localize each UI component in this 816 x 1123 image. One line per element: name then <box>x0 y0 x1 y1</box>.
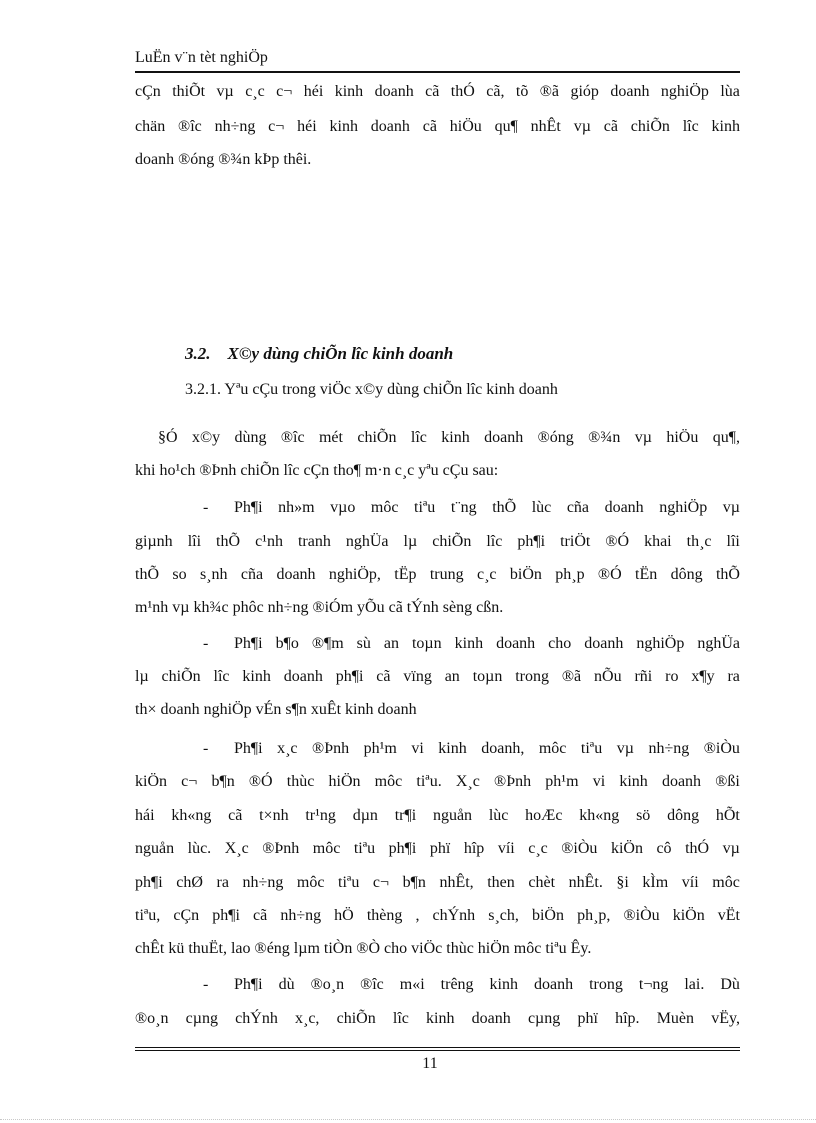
header-rule <box>135 71 740 73</box>
section-heading <box>185 344 453 364</box>
page-bottom-dotted-border <box>0 1119 816 1120</box>
bullet-dash-4: - <box>203 976 209 993</box>
bullet-3-line-6: tiªu, cÇn ph¶i cã nh÷ng hÖ thèng , chÝnh s¸ch, biÖn ph¸p, ®iÒu kiÖn vËt <box>135 907 740 924</box>
bullet-1-line-1: Ph¶i nh»m vµo môc tiªu t¨ng thÕ lùc cña doanh nghiÖp vµ <box>234 499 740 516</box>
footer-rule-bottom <box>135 1050 740 1051</box>
subsection-heading <box>185 381 558 399</box>
intro-line-3: doanh ®óng ®¾n kÞp thêi. <box>135 151 312 168</box>
subsection-title-text: Yªu cÇu trong viÖc x©y dùng chiÕn lîc kinh doanh <box>224 381 558 398</box>
bullet-3-line-1: Ph¶i x¸c ®Þnh ph¹m vi kinh doanh, môc tiªu vµ nh÷ng ®iÒu <box>234 740 740 757</box>
intro-line-2: chän ®îc nh÷ng c¬ héi kinh doanh cã hiÖu qu¶ nhÊt vµ cã chiÕn lîc kinh <box>135 118 740 135</box>
section-number: 3.2. <box>185 344 211 363</box>
bullet-4-line-1: Ph¶i dù ®o¸n ®îc m«i trêng kinh doanh trong t¬ng lai. Dù <box>234 976 740 993</box>
section-title-text: X©y dùng chiÕn lîc kinh doanh <box>227 344 454 363</box>
subsection-number: 3.2.1. <box>185 381 221 398</box>
bullet-dash-1: - <box>203 499 209 516</box>
bullet-1-line-3: thÕ so s¸nh cña doanh nghiÖp, tËp trung c¸c biÖn ph¸p ®Ó tËn dông thÕ <box>135 566 740 583</box>
bullet-2-line-2: lµ chiÕn lîc kinh doanh ph¶i cã vïng an toµn trong ®ã nÕu rñi ro x¶y ra <box>135 668 740 685</box>
requirements-intro-line-1: §Ó x©y dùng ®îc mét chiÕn lîc kinh doanh ®óng ®¾n vµ hiÖu qu¶, <box>158 429 740 446</box>
intro-line-1: cÇn thiÕt vµ c¸c c¬ héi kinh doanh cã thÓ cã, tõ ®ã gióp doanh nghiÖp lùa <box>135 83 740 100</box>
bullet-2-line-3: th× doanh nghiÖp vÉn s¶n xuÊt kinh doanh <box>135 701 417 718</box>
bullet-2-line-1: Ph¶i b¶o ®¶m sù an toµn kinh doanh cho doanh nghiÖp nghÜa <box>234 635 740 652</box>
running-header: LuËn v¨n tèt nghiÖp <box>135 49 268 66</box>
requirements-intro-line-2: khi ho¹ch ®Þnh chiÕn lîc cÇn tho¶ m·n c¸c yªu cÇu sau: <box>135 462 499 479</box>
bullet-3-line-7: chÊt kü thuËt, lao ®éng lµm tiÒn ®Ò cho viÖc thùc hiÖn môc tiªu Êy. <box>135 940 592 957</box>
bullet-3-line-2: kiÖn c¬ b¶n ®Ó thùc hiÖn môc tiªu. X¸c ®Þnh ph¹m vi kinh doanh ®ßi <box>135 773 740 790</box>
bullet-dash-2: - <box>203 635 209 652</box>
bullet-3-line-3: hái kh«ng cã t×nh tr¹ng dµn tr¶i nguån lùc hoÆc kh«ng sö dông hÕt <box>135 807 740 824</box>
bullet-1-line-2: giµnh lîi thÕ c¹nh tranh nghÜa lµ chiÕn lîc ph¶i triÖt ®Ó khai th¸c lîi <box>135 533 740 550</box>
footer-rule-top <box>135 1047 740 1048</box>
bullet-4-line-2: ®o¸n cµng chÝnh x¸c, chiÕn lîc kinh doanh cµng phï hîp. Muèn vËy, <box>135 1010 740 1027</box>
bullet-3-line-4: nguån lùc. X¸c ®Þnh môc tiªu ph¶i phï hîp víi c¸c ®iÒu kiÖn cô thÓ vµ <box>135 840 740 857</box>
page-number: 11 <box>422 1055 438 1072</box>
bullet-1-line-4: m¹nh vµ kh¾c phôc nh÷ng ®iÓm yÕu cã tÝnh sèng cßn. <box>135 599 504 616</box>
bullet-dash-3: - <box>203 740 209 757</box>
bullet-3-line-5: ph¶i chØ ra nh÷ng môc tiªu c¬ b¶n nhÊt, then chèt nhÊt. §i kÌm víi môc <box>135 874 740 891</box>
